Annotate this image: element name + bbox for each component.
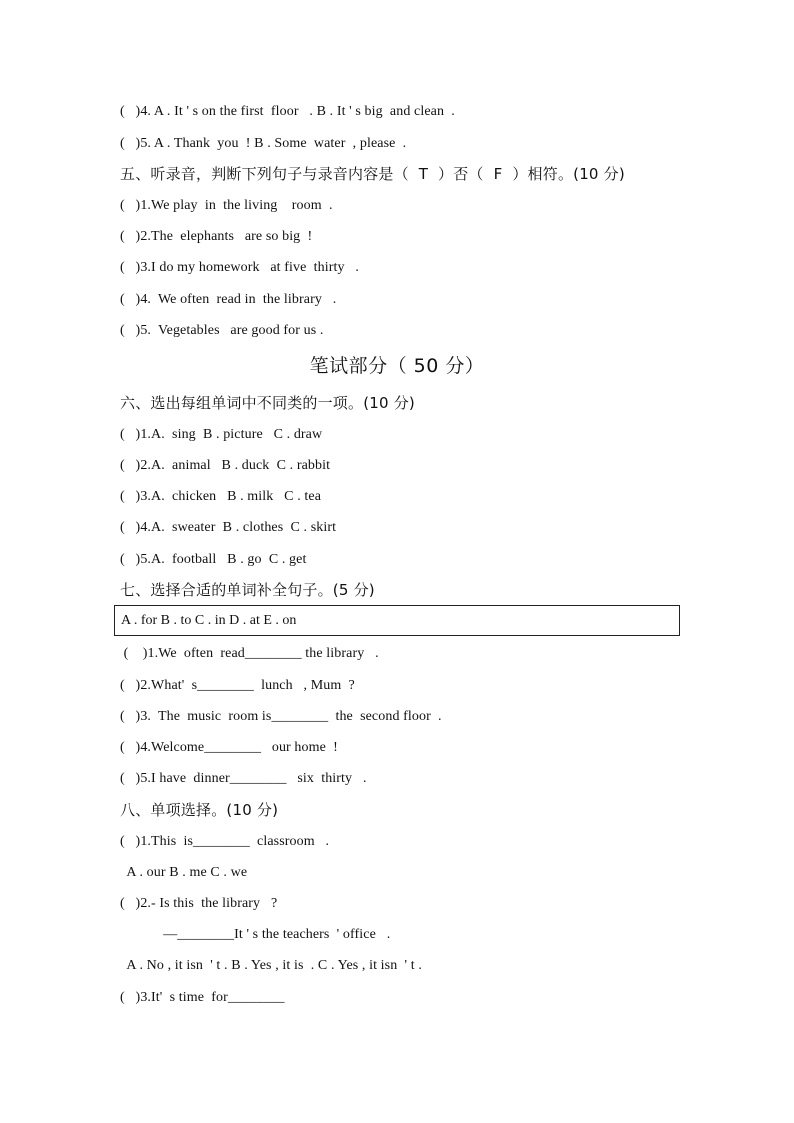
part8-item-1-options: A . our B . me C . we: [120, 865, 248, 880]
word-bank-options: A . for B . to C . in D . at E . on: [121, 613, 297, 628]
section-heading-part6: 六、选出每组单词中不同类的一项。(10 分): [120, 394, 415, 412]
part5-item-5: ( )5. Vegetables are good for us .: [120, 323, 324, 338]
part7-item-2: ( )2.What' s________ lunch , Mum ?: [120, 678, 355, 693]
written-section-title: 笔试部分（ 50 分）: [309, 355, 485, 377]
part6-item-1: ( )1.A. sing B . picture C . draw: [120, 427, 323, 442]
part5-item-1: ( )1.We play in the living room .: [120, 198, 333, 213]
section-heading-part7: 七、选择合适的单词补全句子。(5 分): [120, 581, 375, 599]
part8-item-2: ( )2.- Is this the library ?: [120, 896, 278, 911]
part8-item-2-options: A . No , it isn ' t . B . Yes , it is . C . Yes , it isn ' t .: [120, 958, 422, 973]
part7-item-3: ( )3. The music room is________ the second floor .: [120, 709, 442, 724]
part6-item-4: ( )4.A. sweater B . clothes C . skirt: [120, 520, 337, 535]
word-bank-box: [114, 605, 680, 636]
section-heading-part5: 五、听录音，判断下列句子与录音内容是（ T ）否（ F ）相符。(10 分): [120, 165, 625, 183]
part6-item-2: ( )2.A. animal B . duck C . rabbit: [120, 458, 331, 473]
part8-item-2-dialogue: —________It ' s the teachers ' office .: [120, 927, 391, 942]
part5-item-3: ( )3.I do my homework at five thirty .: [120, 260, 359, 275]
part6-item-5: ( )5.A. football B . go C . get: [120, 552, 307, 567]
part7-item-5: ( )5.I have dinner________ six thirty .: [120, 771, 367, 786]
part6-item-3: ( )3.A. chicken B . milk C . tea: [120, 489, 322, 504]
listening-part4-item-4: ( )4. A . It ' s on the first floor . B . It ' s big and clean .: [120, 104, 455, 119]
part7-item-1: ( )1.We often read________ the library .: [120, 646, 379, 661]
part5-item-4: ( )4. We often read in the library .: [120, 292, 337, 307]
section-heading-part8: 八、单项选择。(10 分): [120, 801, 279, 819]
part8-item-3: ( )3.It' s time for________: [120, 990, 285, 1005]
part5-item-2: ( )2.The elephants are so big !: [120, 229, 313, 244]
part8-item-1: ( )1.This is________ classroom .: [120, 834, 330, 849]
part7-item-4: ( )4.Welcome________ our home !: [120, 740, 338, 755]
listening-part4-item-5: ( )5. A . Thank you ! B . Some water , please .: [120, 136, 407, 151]
